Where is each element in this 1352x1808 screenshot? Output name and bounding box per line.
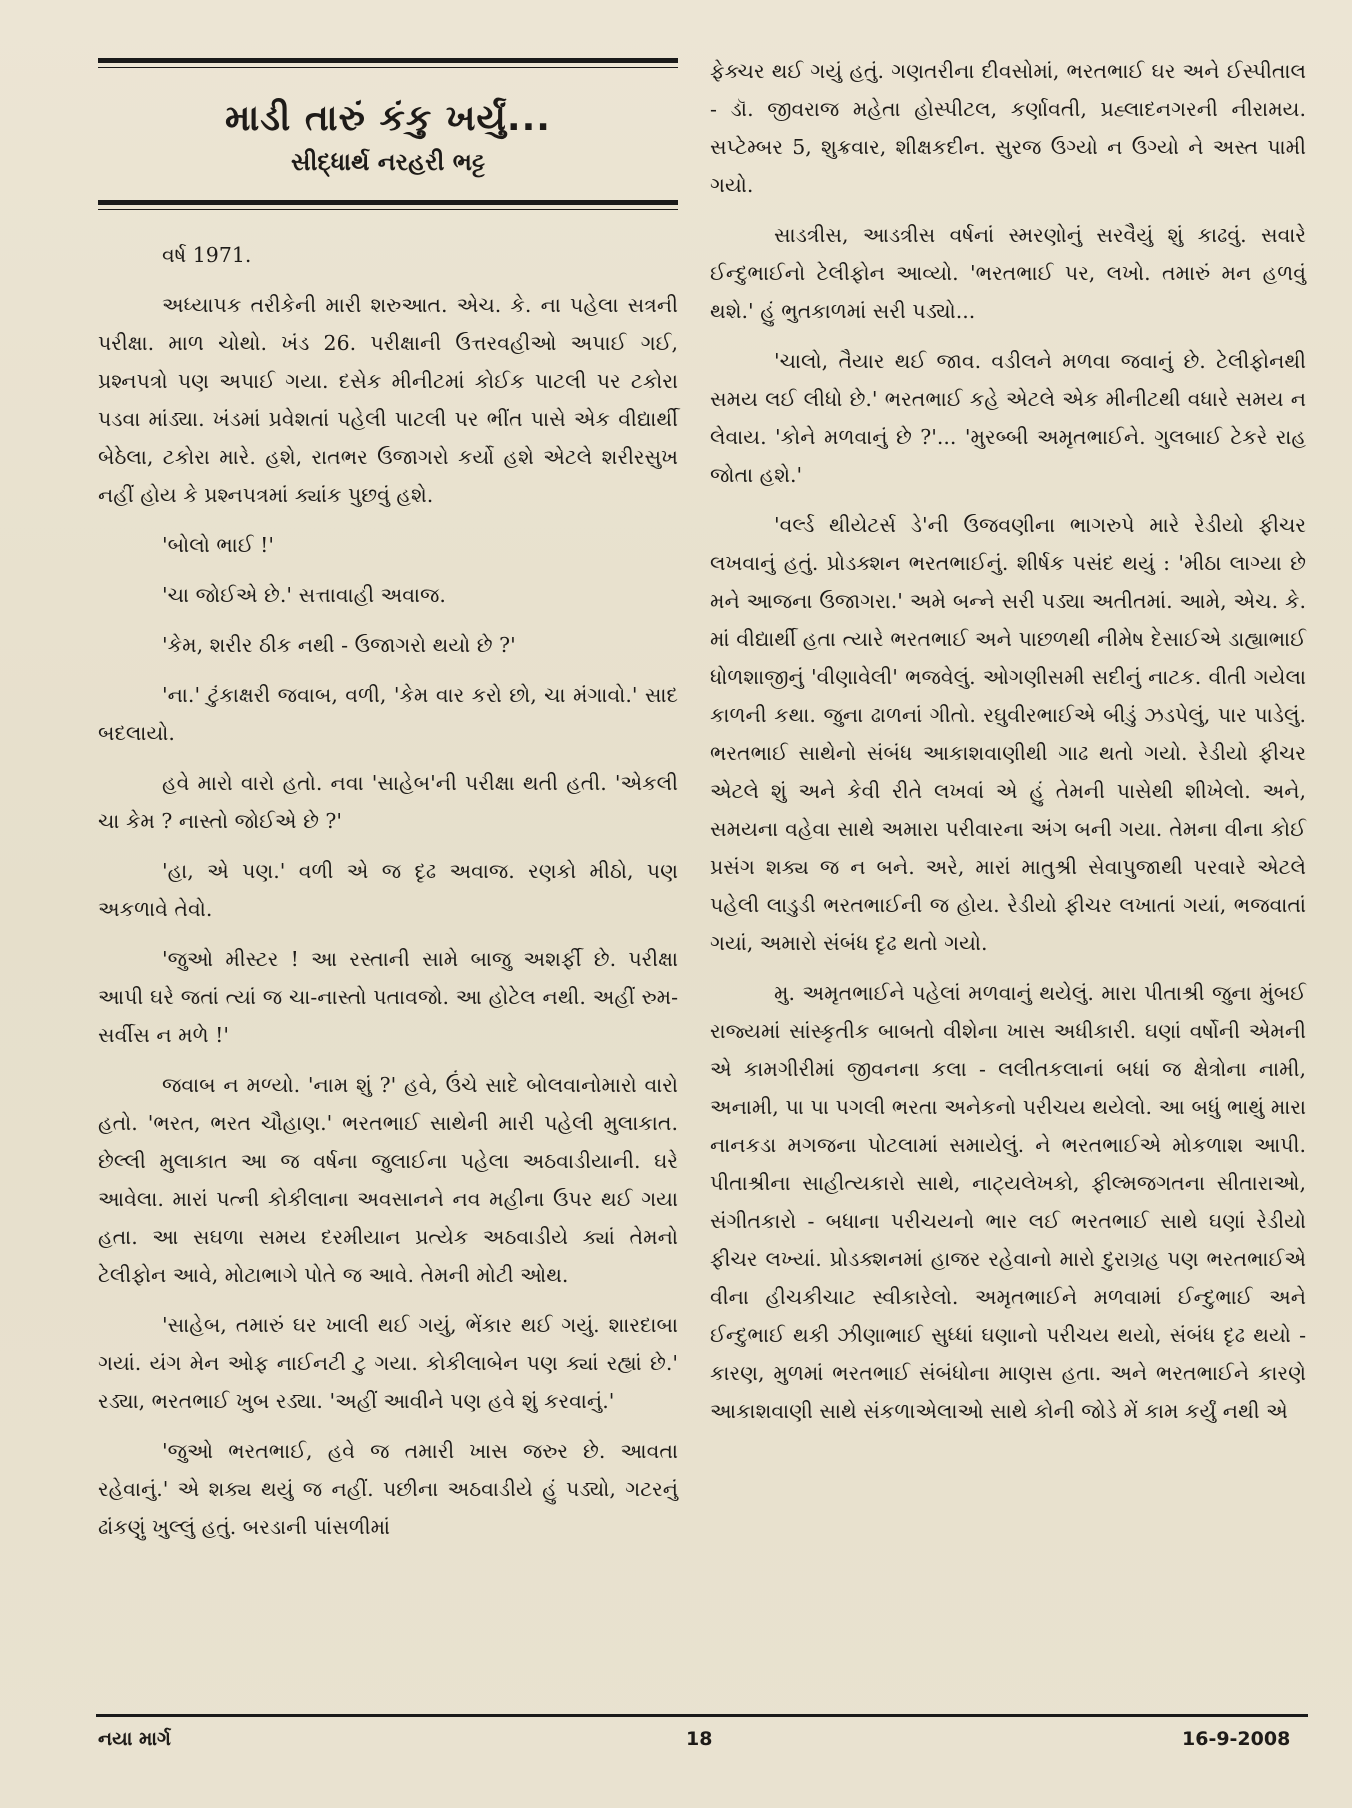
paragraph: 'જુઓ ભરતભાઈ, હવે જ તમારી ખાસ જરુર છે. આવતા રહેવાનું.' એ શક્ય થયું જ નહીં. પછીના અઠવાડીયે હું પડ્યો, ગટરનું ઢાંકણું ખુલ્લું હતું. બરડાની પાંસળીમાં [98, 1439, 678, 1539]
paragraph: સાડત્રીસ, આડત્રીસ વર્ષનાં સ્મરણોનું સરવૈયું શું કાઢવું. સવારે ઈન્દુભાઈનો ટેલીફોન આવ્યો. 'ભરતભાઈ પર, લખો. તમારું મન હળવું થશે.' હું ભુતકાળમાં સરી પડ્યો... [710, 223, 1306, 323]
title-bottom-rule [98, 200, 678, 210]
article-author: સીદ્ધાર્થ નરહરી ભટ્ટ [291, 148, 485, 176]
paragraph: 'કેમ, શરીર ઠીક નથી - ઉજાગરો થયો છે ?' [162, 633, 516, 657]
article-title: માડી તારું કંકુ ખર્યું... [225, 98, 551, 139]
right-column [710, 52, 1306, 1430]
paragraph: 'હા, એ પણ.' વળી એ જ દૃઢ અવાજ. રણકો મીઠો, પણ અકળાવે તેવો. [98, 859, 678, 921]
paragraph: 'જુઓ મીસ્ટર ! આ રસ્તાની સામે બાજુ અશર્ફી છે. પરીક્ષા આપી ઘરે જતાં ત્યાં જ ચા-નાસ્તો પતાવજો. આ હોટેલ નથી. અહીં રુમ-સર્વીસ ન મળે !' [98, 947, 678, 1047]
left-column [98, 58, 678, 1546]
footer-magazine-name: નયા માર્ગ [98, 1728, 171, 1750]
paragraph: હવે મારો વારો હતો. નવા 'સાહેબ'ની પરીક્ષા થતી હતી. 'એકલી ચા કેમ ? નાસ્તો જોઈએ છે ?' [98, 771, 678, 833]
paragraph: અધ્યાપક તરીકેની મારી શરુઆત. એચ. કે. ના પહેલા સત્રની પરીક્ષા. માળ ચોથો. ખંડ 26. પરીક્ષાની ઉત્તરવહીઓ અપાઈ ગઈ, પ્રશ્નપત્રો પણ અપાઈ ગયા. દસેક મીનીટમાં કોઈક પાટલી પર ટકોરા પડવા માંડ્યા. ખંડમાં પ્રવેશતાં પહેલી પાટલી પર ભીંત પાસે એક વીદ્યાર્થી બેઠેલા, ટકોરા મારે. હશે, રાતભર ઉજાગરો કર્યો હશે એટલે શરીરસુખ નહીં હોય કે પ્રશ્નપત્રમાં ક્યાંક પુછવું હશે. [98, 293, 678, 507]
paragraph: 'ચાલો, તૈયાર થઈ જાવ. વડીલને મળવા જવાનું છે. ટેલીફોનથી સમય લઈ લીધો છે.' ભરતભાઈ કહે એટલે એક મીનીટથી વધારે સમય ન લેવાય. 'કોને મળવાનું છે ?'... 'મુરબ્બી અમૃતભાઈને. ગુલબાઈ ટેકરે રાહ જોતા હશે.' [710, 349, 1306, 487]
paragraph: 'વર્લ્ડ થીયેટર્સ ડે'ની ઉજવણીના ભાગરુપે મારે રેડીયો ફીચર લખવાનું હતું. પ્રોડક્શન ભરતભાઈનું. શીર્ષક પસંદ થયું : 'મીઠા લાગ્યા છે મને આજના ઉજાગરા.' અમે બન્ને સરી પડ્યા અતીતમાં. આમે, એચ. કે. માં વીદ્યાર્થી હતા ત્યારે ભરતભાઈ અને પાછળથી નીમેષ દેસાઈએ ડાહ્યાભાઈ ધોળશાજીનું 'વીણાવેલી' ભજવેલું. ઓગણીસમી સદીનું નાટક. વીતી ગયેલા કાળની કથા. જુના ઢાળનાં ગીતો. રઘુવીરભાઈએ બીડું ઝડપેલું, પાર પાડેલું. ભરતભાઈ સાથેનો સંબંધ આકાશવાણીથી ગાઢ થતો ગયો. રેડીયો ફીચર એટલે શું અને કેવી રીતે લખવાં એ હું તેમની પાસેથી શીખેલો. અને, સમયના વહેવા સાથે અમારા પરીવારના અંગ બની ગયા. તેમના વીના કોઈ પ્રસંગ શક્ય જ ન બને. અરે, મારાં માતુશ્રી સેવાપુજાથી પરવારે એટલે પહેલી લાડુડી ભરતભાઈની જ હોય. રેડીયો ફીચર લખાતાં ગયાં, ભજવાતાં ગયાં, અમારો સંબંધ દૃઢ થતો ગયો. [710, 513, 1306, 955]
paragraph: 'ના.' ટુંકાક્ષરી જવાબ, વળી, 'કેમ વાર કરો છો, ચા મંગાવો.' સાદ બદલાયો. [98, 683, 678, 745]
footer-rule [96, 1714, 1308, 1717]
paragraph: ફેક્ચર થઈ ગયું હતું. ગણતરીના દીવસોમાં, ભરતભાઈ ઘર અને ઈસ્પીતાલ - ડૉ. જીવરાજ મહેતા હોસ્પીટલ, કર્ણાવતી, પ્રહ્લાદનગરની નીરામય. સપ્ટેમ્બર 5, શુક્રવાર, શીક્ષકદીન. સુરજ ઉગ્યો ન ઉગ્યો ને અસ્ત પામી ગયો. [710, 59, 1306, 197]
footer-date: 16-9-2008 [1182, 1728, 1291, 1750]
footer-page-number: 18 [686, 1728, 713, 1750]
paragraph: જવાબ ન મળ્યો. 'નામ શું ?' હવે, ઉંચે સાદે બોલવાનોમારો વારો હતો. 'ભરત, ભરત ચૌહાણ.' ભરતભાઈ સાથેની મારી પહેલી મુલાકાત. છેલ્લી મુલાકાત આ જ વર્ષના જુલાઈના પહેલા અઠવાડીયાની. ઘરે આવેલા. મારાં પત્ની કોકીલાના અવસાનને નવ મહીના ઉપર થઈ ગયા હતા. આ સઘળા સમય દરમીયાન પ્રત્યેક અઠવાડીયે ક્યાં તેમનો ટેલીફોન આવે, મોટાભાગે પોતે જ આવે. તેમની મોટી ઓથ. [98, 1073, 678, 1287]
paragraph: 'બોલો ભાઈ !' [162, 533, 274, 557]
paragraph: વર્ષ 1971. [162, 243, 252, 267]
paragraph: 'ચા જોઈએ છે.' સત્તાવાહી અવાજ. [162, 583, 446, 607]
paragraph: મુ. અમૃતભાઈને પહેલાં મળવાનું થયેલું. મારા પીતાશ્રી જુના મુંબઈ રાજ્યમાં સાંસ્કૃતીક બાબતો વીશેના ખાસ અધીકારી. ઘણાં વર્ષોની એમની એ કામગીરીમાં જીવનના કલા - લલીતકલાનાં બધાં જ ક્ષેત્રોના નામી, અનામી, પા પા પગલી ભરતા અનેકનો પરીચય થયેલો. આ બધું ભાથું મારા નાનકડા મગજના પોટલામાં સમાયેલું. ને ભરતભાઈએ મોકળાશ આપી. પીતાશ્રીના સાહીત્યકારો સાથે, નાટ્યલેખકો, ફીલ્મજગતના સીતારાઓ, સંગીતકારો - બધાના પરીચયનો ભાર લઈ ભરતભાઈ સાથે ઘણાં રેડીયો ફીચર લખ્યાં. પ્રોડક્શનમાં હાજર રહેવાનો મારો દુરાગ્રહ પણ ભરતભાઈએ વીના હીચકીચાટ સ્વીકારેલો. અમૃતભાઈને મળવામાં ઈન્દુભાઈ અને ઈન્દુભાઈ થકી ઝીણાભાઈ સુધ્ધાં ઘણાનો પરીચય થયો, સંબંધ દૃઢ થયો - કારણ, મુળમાં ભરતભાઈ સંબંધોના માણસ હતા. અને ભરતભાઈને કારણે આકાશવાણી સાથે સંકળાએલાઓ સાથે કોની જોડે મેં કામ કર્યું નથી એ [710, 981, 1306, 1423]
paragraph: 'સાહેબ, તમારું ઘર ખાલી થઈ ગયું, ભેંકાર થઈ ગયું. શારદાબા ગયાં. યંગ મેન ઓફ નાઈનટી ટુ ગયા. કોકીલાબેન પણ ક્યાં રહ્યાં છે.' રડ્યા, ભરતભાઈ ખુબ રડ્યા. 'અહીં આવીને પણ હવે શું કરવાનું.' [98, 1313, 678, 1413]
title-top-rule [98, 58, 678, 68]
